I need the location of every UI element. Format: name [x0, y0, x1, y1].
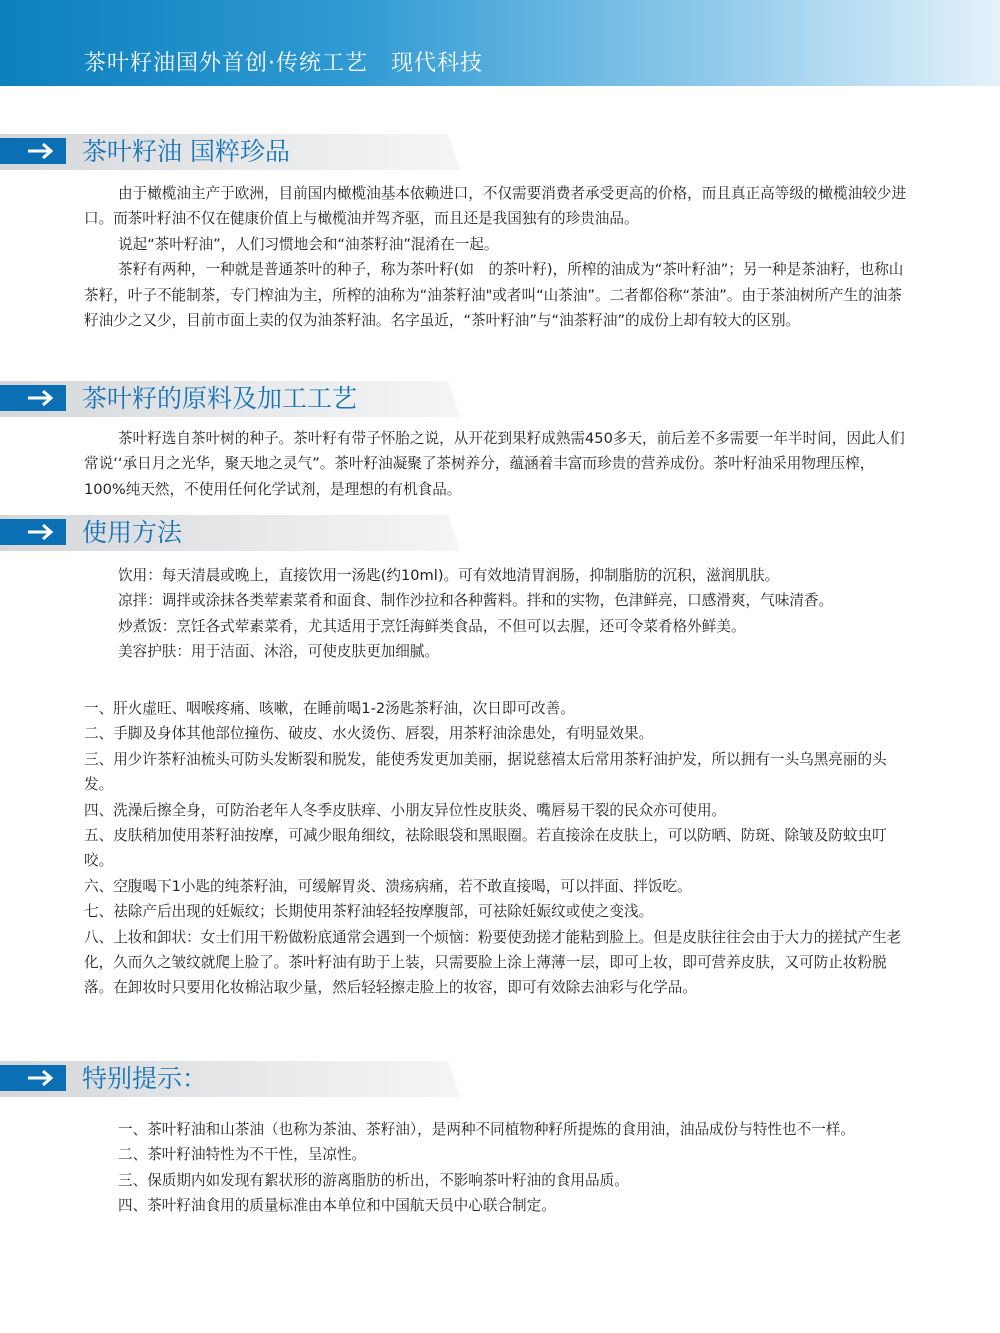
list-item: 八、上妆和卸状：女士们用干粉做粉底通常会遇到一个烦恼：粉要使劲搓才能粘到脸上。但是皮肤往往会由于大力的搓拭产生老化，久而久之皱纹就爬上脸了。茶叶籽油有助于上装，只需要脸上涂上薄薄一层，即可上妆，即可营养皮肤，又可防止妆粉脱落。在卸妆时只要用化妆棉沾取少量，然后轻轻擦走脸上的妆容，即可有效除去油彩与化学品。 [84, 928, 902, 997]
section-header-2 [0, 381, 460, 417]
section-title: 茶叶籽的原料及加工工艺 [82, 384, 358, 413]
banner-title: 茶叶籽油国外首创·传统工艺 现代科技 [84, 51, 483, 76]
list-item: 六、空腹喝下1小匙的纯茶籽油，可缓解胃炎、溃疡病痛，若不敢直接喝，可以拌面、拌饭吃。 [84, 877, 692, 895]
paragraph: 茶籽有两种，一种就是普通茶叶的种子，称为茶叶籽(如 的茶叶籽)，所榨的油成为“茶叶籽油”；另一种是茶油籽，也称山茶籽，叶子不能制茶，专门榨油为主，所榨的油称为“油茶籽油"或者叫“山茶油”。二者都俗称“茶油”。由于茶油树所产生的油茶籽油少之又少，目前市面上卖的仅为油茶籽油。名字虽近，“茶叶籽油”与“油茶籽油”的成份上却有较大的区别。 [84, 261, 904, 330]
paragraph: 一、茶叶籽油和山茶油（也称为茶油、茶籽油），是两种不同植物种籽所提炼的食用油，油品成份与特性也不一样。 [118, 1121, 855, 1138]
paragraph: 饮用：每天清晨或晚上，直接饮用一汤匙(约10ml)。可有效地清胃润肠，抑制脂肪的沉积，滋润肌肤。 [118, 567, 780, 584]
arrow-right-icon [0, 138, 66, 164]
section-3-usage [84, 563, 910, 665]
arrow-right-icon [0, 1065, 66, 1091]
section-title: 使用方法 [82, 518, 183, 547]
paragraph: 说起“茶叶籽油”，人们习惯地会和“油茶籽油”混淆在一起。 [118, 235, 499, 253]
section-header-3 [0, 515, 460, 551]
paragraph: 美容护肤：用于洁面、沐浴，可使皮肤更加细腻。 [118, 643, 440, 661]
arrow-right-icon [0, 385, 66, 411]
paragraph: 四、茶叶籽油食用的质量标准由本单位和中国航天员中心联合制定。 [118, 1197, 556, 1215]
section-2-body [84, 426, 910, 502]
section-title: 特别提示： [82, 1064, 208, 1093]
arrow-right-icon [0, 519, 66, 545]
list-item: 二、手脚及身体其他部位撞伤、破皮、水火烫伤、唇裂，用茶籽油涂患处，有明显效果。 [84, 725, 654, 743]
paragraph: 由于橄榄油主产于欧洲，目前国内橄榄油基本依赖进口，不仅需要消费者承受更高的价格，而且真正高等级的橄榄油较少进口。而茶叶籽油不仅在健康价值上与橄榄油并驾齐驱，而且还是我国独有的珍贵油品。 [84, 185, 907, 228]
list-item: 五、皮肤稍加使用茶籽油按摩，可减少眼角细纹，祛除眼袋和黑眼圈。若直接涂在皮肤上，可以防晒、防斑、除皱及防蚊虫叮咬。 [84, 827, 887, 870]
header-banner [0, 0, 1000, 86]
paragraph: 二、茶叶籽油特性为不干性，呈凉性。 [118, 1146, 367, 1164]
list-item: 一、肝火虚旺、咽喉疼痛、咳嗽，在睡前喝1-2汤匙茶籽油，次日即可改善。 [84, 700, 575, 717]
section-title: 茶叶籽油 国粹珍品 [82, 137, 290, 166]
list-item: 四、洗澡后擦全身，可防治老年人冬季皮肤痒、小朋友异位性皮肤炎、嘴唇易干裂的民众亦可使用。 [84, 801, 727, 819]
section-1-body [84, 181, 910, 333]
paragraph: 炒煮饭：烹饪各式荤素菜肴，尤其适用于烹饪海鲜类食品，不但可以去腥，还可令菜肴格外鲜美。 [118, 617, 746, 635]
section-header-1 [0, 134, 460, 170]
section-band [0, 515, 460, 551]
paragraph: 凉拌：调拌或涂抹各类荤素菜肴和面食、制作沙拉和各种酱料。拌和的实物，色津鲜亮，口感滑爽，气味清香。 [118, 592, 834, 610]
paragraph: 三、保质期内如发现有絮状形的游离脂肪的析出，不影响茶叶籽油的食用品质。 [118, 1171, 629, 1189]
section-4-body [84, 1117, 910, 1219]
section-header-4 [0, 1061, 460, 1097]
list-item: 三、用少许茶籽油梳头可防头发断裂和脱发，能使秀发更加美丽，据说慈禧太后常用茶籽油护发，所以拥有一头乌黑亮丽的头发。 [84, 750, 887, 794]
section-band [0, 1061, 460, 1097]
section-3-list [84, 696, 910, 1001]
list-item: 七、祛除产后出现的妊娠纹；长期使用茶籽油轻轻按摩腹部，可祛除妊娠纹或使之变浅。 [84, 903, 654, 921]
paragraph: 茶叶籽选自茶叶树的种子。茶叶籽有带子怀胎之说，从开花到果籽成熟需450多天，前后差不多需要一年半时间，因此人们常说‘‘承日月之光华，聚天地之灵气”。茶叶籽油凝聚了茶树养分，蕴涵着丰富而珍贵的营养成份。茶叶籽油采用物理压榨，100%纯天然，不使用任何化学试剂，是理想的有机食品。 [84, 430, 905, 498]
